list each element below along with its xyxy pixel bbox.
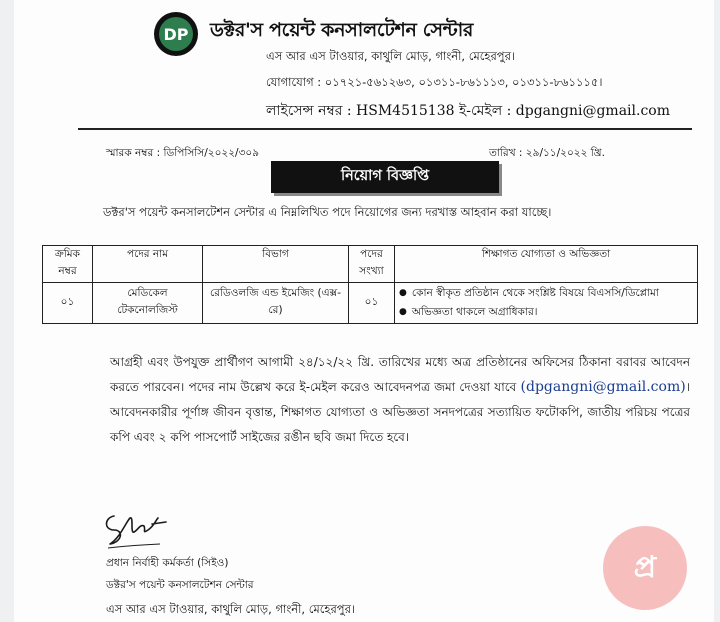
intro-text: ডক্টর'স পয়েন্ট কনসালটেশন সেন্টার এ নিম্নলিখিত পদে নিয়োগের জন্য দরখাস্ত আহবান করা যাচ্ছে। [103, 205, 552, 219]
org-name: ডক্টর'স পয়েন্ট কনসালটেশন সেন্টার [210, 19, 474, 41]
signature [100, 508, 172, 552]
signatory-address: এস আর এস টাওয়ার, কাথুলি মোড়, গাংনী, মেহেরপুর। [106, 602, 356, 616]
org-address: এস আর এস টাওয়ার, কাথুলি মোড়, গাংনী, মেহেরপুর। [266, 49, 516, 63]
col-serial: ক্রমিক নম্বর [43, 246, 93, 283]
watermark-text: প্র [633, 549, 657, 585]
email-link[interactable]: (dpgangni@gmail.com) [520, 379, 686, 395]
signatory-org: ডক্টর'স পয়েন্ট কনসালটেশন সেন্টার [106, 579, 254, 591]
cell-count: ০১ [349, 283, 395, 324]
bullet-icon: ● [399, 288, 407, 298]
cell-department: রেডিওলজি এন্ড ইমেজিং (এক্স-রে) [203, 283, 349, 324]
vacancy-table [42, 245, 698, 324]
bullet-icon: ● [399, 307, 407, 317]
col-department: বিভাগ [203, 246, 349, 283]
dp-logo-icon [153, 11, 199, 57]
cell-serial: ০১ [43, 283, 93, 324]
cell-post: মেডিকেল টেকনোলজিস্ট [93, 283, 203, 324]
table-row [43, 283, 698, 324]
notice-date: তারিখ : ২৯/১১/২০২২ খ্রি. [489, 147, 605, 159]
notice-title: নিয়োগ বিজ্ঞপ্তি [271, 161, 499, 193]
logo-text: DP [163, 25, 189, 44]
reference-number: স্মারক নম্বর : ডিপিসিসি/২০২২/৩০৯ [106, 147, 260, 159]
qualification-item: ● অভিজ্ঞতা থাকলে অগ্রাধিকার। [399, 303, 693, 322]
cell-qualifications [395, 283, 698, 324]
signatory-title: প্রধান নির্বাহী কর্মকর্তা (সিইও) [106, 557, 229, 569]
contact-phones: যোগাযোগ : ০১৭২১-৫৬১২৬৩, ০১৩১১-৮৬১১১৩, ০১৩১১-৮৬১১১৫। [266, 75, 603, 89]
watermark-logo [603, 526, 687, 610]
col-post: পদের নাম [93, 246, 203, 283]
col-qualification: শিক্ষাগত যোগ্যতা ও অভিজ্ঞতা [395, 246, 698, 283]
table-header-row [43, 246, 698, 283]
header-divider [78, 128, 692, 130]
qualification-item: ● কোন স্বীকৃত প্রতিষ্ঠান থেকে সংশ্লিষ্ট বিষয়ে বিএসসি/ডিপ্লোমা [399, 284, 693, 303]
application-instructions: আগ্রহী এবং উপযুক্ত প্রার্থীগণ আগামী ২৪/১২/২২ খ্রি. তারিখের মধ্যে অত্র প্রতিষ্ঠানের অফিসের ঠিকানা বরাবর আবেদন করতে পারবেন। পদের নাম উল্লেখ করে ই-মেইল করেও আবেদনপত্র জমা দেওয়া যাবে (dpgangni@gmail.com)। আবেদনকারীর পূর্ণাঙ্গ জীবন বৃত্তান্ত, শিক্ষাগত যোগ্যতা ও অভিজ্ঞতা সনদপত্রের সত্যায়িত ফটোকপি, জাতীয় পরিচয় পত্রের কপি এবং ২ কপি পাসপোর্ট সাইজের রঙীন ছবি জমা দিতে হবে। [110, 355, 690, 444]
license-email-line: লাইসেন্স নম্বর : HSM4515138 ই-মেইল : dpgangni@gmail.com [266, 103, 671, 119]
col-count: পদের সংখ্যা [349, 246, 395, 283]
